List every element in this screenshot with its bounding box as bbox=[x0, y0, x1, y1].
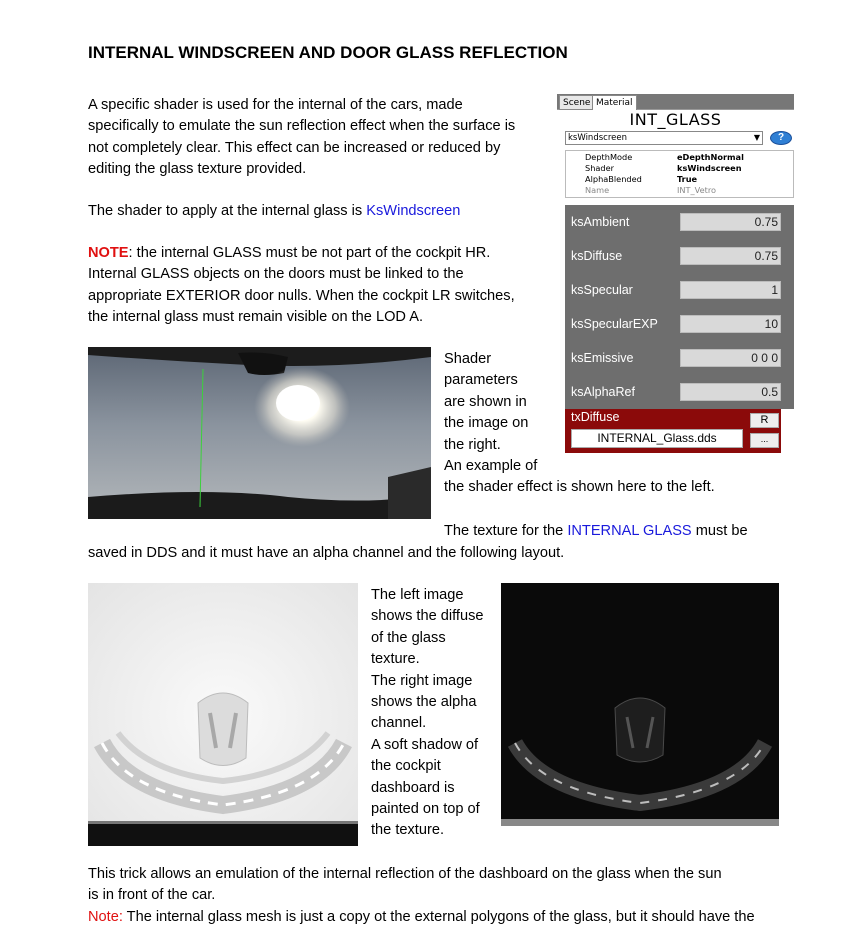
internal-glass-link[interactable]: INTERNAL GLASS bbox=[567, 523, 692, 539]
browse-button[interactable]: ... bbox=[750, 433, 779, 448]
property-name: DepthMode bbox=[585, 152, 633, 162]
note-text: : the internal GLASS must be not part of the cockpit HR. bbox=[128, 245, 491, 261]
diffuse-texture-image bbox=[88, 583, 358, 846]
texture-slot-label: txDiffuse bbox=[571, 410, 620, 424]
texture-caption bbox=[371, 585, 501, 842]
shader-apply-paragraph bbox=[88, 201, 548, 222]
note-line: the internal glass must remain visible on the LOD A. bbox=[88, 309, 424, 326]
param-input[interactable]: 10 bbox=[680, 315, 781, 333]
shader-apply-text: The shader to apply at the internal glass is bbox=[88, 203, 367, 219]
property-row bbox=[585, 163, 793, 174]
param-row bbox=[565, 273, 794, 307]
param-row bbox=[565, 307, 794, 341]
material-panel bbox=[557, 94, 794, 456]
panel-tabs bbox=[557, 94, 794, 110]
caption-line: The right image bbox=[371, 672, 473, 689]
note-line: appropriate EXTERIOR door nulls. When the cockpit LR switches, bbox=[88, 287, 515, 304]
tab-scene[interactable]: Scene bbox=[559, 95, 594, 110]
caption-line: the texture. bbox=[371, 822, 445, 839]
chevron-down-icon: ▼ bbox=[753, 133, 760, 142]
tab-material[interactable]: Material bbox=[592, 95, 637, 110]
shader-link[interactable]: KsWindscreen bbox=[366, 203, 461, 219]
trick-paragraph bbox=[88, 864, 808, 907]
intro-line: A specific shader is used for the internal of the cars, made bbox=[88, 97, 463, 113]
texture-file-field[interactable]: INTERNAL_Glass.dds bbox=[571, 429, 743, 448]
caption-line: Shader bbox=[444, 351, 492, 367]
trick-line: is in front of the car. bbox=[88, 887, 216, 904]
caption-line: An example of bbox=[444, 458, 538, 475]
material-name: INT_GLASS bbox=[557, 110, 794, 130]
material-properties bbox=[565, 150, 794, 198]
caption-line: the image on bbox=[444, 415, 529, 432]
windshield-sun-photo bbox=[88, 347, 431, 519]
param-label: ksAlphaRef bbox=[571, 385, 635, 399]
property-name: Shader bbox=[585, 163, 615, 173]
texture-slot bbox=[565, 409, 781, 453]
reset-button[interactable]: R bbox=[750, 413, 779, 428]
param-label: ksDiffuse bbox=[571, 249, 623, 263]
note2-text: The internal glass mesh is just a copy ot the external polygons of the glass, but it should have the bbox=[122, 909, 755, 925]
alpha-texture-image bbox=[501, 583, 779, 826]
param-input[interactable]: 0.5 bbox=[680, 383, 781, 401]
param-input[interactable]: 1 bbox=[680, 281, 781, 299]
note-label: NOTE bbox=[88, 245, 129, 261]
shader-select-value: ksWindscreen bbox=[568, 133, 627, 143]
caption-line: A soft shadow of bbox=[371, 736, 479, 753]
param-label: ksSpecularEXP bbox=[571, 317, 658, 331]
property-value[interactable]: True bbox=[677, 174, 698, 184]
property-value[interactable]: eDepthNormal bbox=[677, 152, 744, 162]
help-icon[interactable]: ? bbox=[770, 131, 792, 145]
note-line: Internal GLASS objects on the doors must be linked to the bbox=[88, 266, 464, 283]
note2-paragraph bbox=[88, 907, 828, 928]
property-value[interactable]: ksWindscreen bbox=[677, 163, 742, 173]
property-row bbox=[585, 152, 793, 163]
param-row bbox=[565, 341, 794, 375]
caption-line: painted on top of bbox=[371, 801, 480, 818]
param-label: ksAmbient bbox=[571, 215, 630, 229]
caption-line: the right. bbox=[444, 436, 501, 453]
shader-select[interactable] bbox=[565, 131, 763, 145]
trick-line: This trick allows an emulation of the internal reflection of the dashboard on the glass when the sun bbox=[88, 866, 722, 882]
caption-line: parameters bbox=[444, 372, 518, 389]
caption-line: texture. bbox=[371, 651, 420, 668]
property-row bbox=[585, 174, 793, 185]
caption-line: channel. bbox=[371, 715, 427, 732]
intro-line: editing the glass texture provided. bbox=[88, 161, 307, 178]
caption-line: shows the diffuse bbox=[371, 608, 484, 625]
param-row bbox=[565, 239, 794, 273]
caption-line: dashboard is bbox=[371, 779, 455, 796]
param-row bbox=[565, 205, 794, 239]
shader-params bbox=[565, 205, 794, 409]
intro-paragraph bbox=[88, 95, 548, 181]
caption-line: of the glass bbox=[371, 629, 446, 646]
param-input[interactable]: 0.75 bbox=[680, 247, 781, 265]
caption-line: shows the alpha bbox=[371, 694, 477, 711]
param-label: ksEmissive bbox=[571, 351, 634, 365]
caption-line: The left image bbox=[371, 587, 464, 603]
param-input[interactable]: 0 0 0 bbox=[680, 349, 781, 367]
page-title: INTERNAL WINDSCREEN AND DOOR GLASS REFLECTION bbox=[88, 43, 568, 62]
caption-line: the shader effect is shown here to the left. bbox=[444, 479, 715, 496]
intro-line: specifically to emulate the sun reflection effect when the surface is bbox=[88, 118, 516, 135]
property-name: AlphaBlended bbox=[585, 174, 642, 184]
param-label: ksSpecular bbox=[571, 283, 633, 297]
note-paragraph bbox=[88, 243, 548, 329]
caption-line: the cockpit bbox=[371, 758, 441, 775]
texture-paragraph-line2: saved in DDS and it must have an alpha channel and the following layout. bbox=[88, 545, 565, 561]
property-name: Name bbox=[585, 185, 610, 195]
property-value[interactable]: INT_Vetro bbox=[677, 185, 717, 195]
param-input[interactable]: 0.75 bbox=[680, 213, 781, 231]
caption-line: are shown in bbox=[444, 393, 527, 410]
intro-line: not completely clear. This effect can be increased or reduced by bbox=[88, 139, 501, 156]
note2-label: Note: bbox=[88, 909, 123, 925]
param-row bbox=[565, 375, 794, 409]
texture-paragraph-line1: The texture for the INTERNAL GLASS must be bbox=[444, 523, 748, 539]
property-row bbox=[585, 185, 793, 196]
